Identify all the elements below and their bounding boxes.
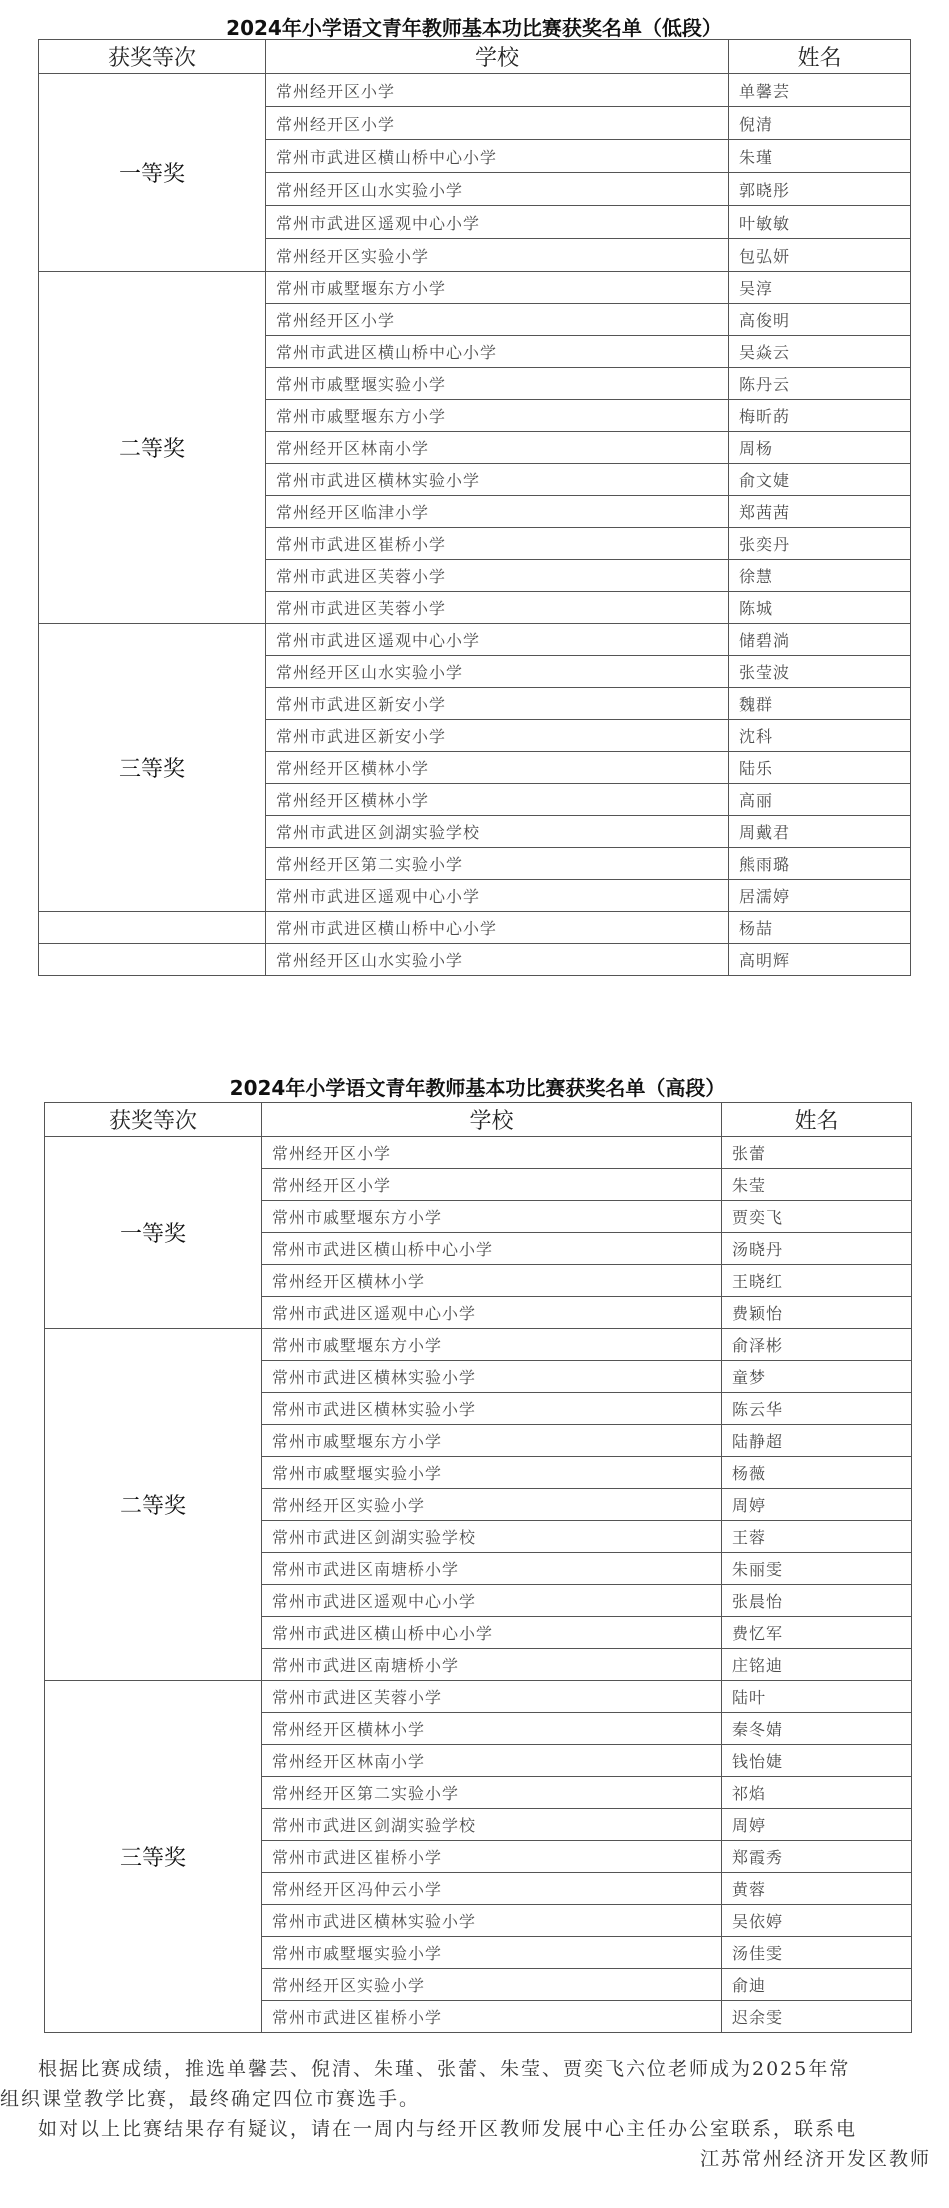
teacher-name-cell: 陆叶 bbox=[722, 1681, 912, 1713]
school-cell: 常州经开区横林小学 bbox=[262, 1713, 722, 1745]
school-cell: 常州市武进区横山桥中心小学 bbox=[266, 140, 729, 173]
school-cell: 常州市武进区遥观中心小学 bbox=[266, 880, 729, 912]
header-row bbox=[45, 1103, 912, 1137]
table-row bbox=[45, 1137, 912, 1169]
teacher-name-cell: 单馨芸 bbox=[729, 74, 911, 107]
school-cell: 常州市武进区崔桥小学 bbox=[266, 528, 729, 560]
title-high: 2024年小学语文青年教师基本功比赛获奖名单（高段） bbox=[229, 1076, 726, 1100]
teacher-name-cell: 陈云华 bbox=[722, 1393, 912, 1425]
teacher-name-cell: 钱怡婕 bbox=[722, 1745, 912, 1777]
school-cell: 常州经开区小学 bbox=[266, 74, 729, 107]
school-cell: 常州经开区冯仲云小学 bbox=[262, 1873, 722, 1905]
teacher-name-cell: 陈丹云 bbox=[729, 368, 911, 400]
school-cell: 常州市戚墅堰东方小学 bbox=[262, 1425, 722, 1457]
school-cell: 常州市戚墅堰东方小学 bbox=[262, 1329, 722, 1361]
school-cell: 常州市武进区剑湖实验学校 bbox=[262, 1809, 722, 1841]
teacher-name-cell: 吴依婷 bbox=[722, 1905, 912, 1937]
school-cell: 常州市武进区横林实验小学 bbox=[266, 464, 729, 496]
teacher-name-cell: 张奕丹 bbox=[729, 528, 911, 560]
teacher-name-cell: 熊雨璐 bbox=[729, 848, 911, 880]
school-cell: 常州市武进区新安小学 bbox=[266, 688, 729, 720]
school-cell: 常州市武进区南塘桥小学 bbox=[262, 1649, 722, 1681]
school-cell: 常州经开区林南小学 bbox=[266, 432, 729, 464]
teacher-name-cell: 张蕾 bbox=[722, 1137, 912, 1169]
header-school: 学校 bbox=[266, 40, 729, 74]
table-row bbox=[39, 912, 911, 944]
school-cell: 常州市武进区横林实验小学 bbox=[262, 1905, 722, 1937]
notes bbox=[0, 2054, 949, 2174]
school-cell: 常州市武进区遥观中心小学 bbox=[266, 206, 729, 239]
school-cell: 常州市武进区横林实验小学 bbox=[262, 1361, 722, 1393]
teacher-name-cell: 高明辉 bbox=[729, 944, 911, 976]
teacher-name-cell: 郭晓彤 bbox=[729, 173, 911, 206]
teacher-name-cell: 俞泽彬 bbox=[722, 1329, 912, 1361]
teacher-name-cell: 陆乐 bbox=[729, 752, 911, 784]
school-cell: 常州经开区横林小学 bbox=[262, 1265, 722, 1297]
award-level bbox=[39, 944, 266, 976]
school-cell: 常州市武进区芙蓉小学 bbox=[266, 592, 729, 624]
header-level: 获奖等次 bbox=[45, 1103, 262, 1137]
school-cell: 常州经开区临津小学 bbox=[266, 496, 729, 528]
school-cell: 常州市武进区剑湖实验学校 bbox=[262, 1521, 722, 1553]
award-level: 一等奖 bbox=[45, 1137, 262, 1329]
teacher-name-cell: 周婷 bbox=[722, 1489, 912, 1521]
school-cell: 常州经开区山水实验小学 bbox=[266, 944, 729, 976]
note-line: 组织课堂教学比赛，最终确定四位市赛选手。 bbox=[0, 2088, 421, 2110]
teacher-name-cell: 高俊明 bbox=[729, 304, 911, 336]
school-cell: 常州市武进区遥观中心小学 bbox=[266, 624, 729, 656]
table-row bbox=[45, 1329, 912, 1361]
teacher-name-cell: 杨喆 bbox=[729, 912, 911, 944]
school-cell: 常州市戚墅堰实验小学 bbox=[262, 1457, 722, 1489]
school-cell: 常州市武进区芙蓉小学 bbox=[266, 560, 729, 592]
school-cell: 常州市武进区遥观中心小学 bbox=[262, 1585, 722, 1617]
school-cell: 常州市武进区芙蓉小学 bbox=[262, 1681, 722, 1713]
teacher-name-cell: 魏群 bbox=[729, 688, 911, 720]
table-row bbox=[39, 74, 911, 107]
school-cell: 常州市武进区崔桥小学 bbox=[262, 2001, 722, 2033]
teacher-name-cell: 黄蓉 bbox=[722, 1873, 912, 1905]
teacher-name-cell: 徐慧 bbox=[729, 560, 911, 592]
teacher-name-cell: 秦冬婧 bbox=[722, 1713, 912, 1745]
table-row bbox=[39, 624, 911, 656]
header-level: 获奖等次 bbox=[39, 40, 266, 74]
teacher-name-cell: 费忆军 bbox=[722, 1617, 912, 1649]
teacher-name-cell: 朱丽雯 bbox=[722, 1553, 912, 1585]
teacher-name-cell: 叶敏敏 bbox=[729, 206, 911, 239]
table-row bbox=[39, 944, 911, 976]
school-cell: 常州经开区第二实验小学 bbox=[266, 848, 729, 880]
teacher-name-cell: 周婷 bbox=[722, 1809, 912, 1841]
school-cell: 常州市戚墅堰东方小学 bbox=[266, 400, 729, 432]
teacher-name-cell: 俞文婕 bbox=[729, 464, 911, 496]
note-line: 如对以上比赛结果存有疑议，请在一周内与经开区教师发展中心主任办公室联系，联系电 bbox=[38, 2118, 858, 2140]
note-line: 江苏常州经济开发区教师 bbox=[700, 2148, 932, 2170]
school-cell: 常州市戚墅堰东方小学 bbox=[266, 272, 729, 304]
school-cell: 常州市武进区横林实验小学 bbox=[262, 1393, 722, 1425]
table-row bbox=[45, 1681, 912, 1713]
school-cell: 常州经开区横林小学 bbox=[266, 784, 729, 816]
school-cell: 常州经开区实验小学 bbox=[266, 239, 729, 272]
header-name: 姓名 bbox=[722, 1103, 912, 1137]
award-table-high bbox=[44, 1102, 912, 2033]
school-cell: 常州经开区小学 bbox=[266, 304, 729, 336]
teacher-name-cell: 周杨 bbox=[729, 432, 911, 464]
teacher-name-cell: 童梦 bbox=[722, 1361, 912, 1393]
school-cell: 常州经开区横林小学 bbox=[266, 752, 729, 784]
school-cell: 常州市戚墅堰东方小学 bbox=[262, 1201, 722, 1233]
teacher-name-cell: 俞迪 bbox=[722, 1969, 912, 2001]
award-level: 二等奖 bbox=[39, 272, 266, 624]
school-cell: 常州经开区小学 bbox=[262, 1169, 722, 1201]
teacher-name-cell: 庄铭迪 bbox=[722, 1649, 912, 1681]
teacher-name-cell: 高丽 bbox=[729, 784, 911, 816]
header-name: 姓名 bbox=[729, 40, 911, 74]
school-cell: 常州市武进区剑湖实验学校 bbox=[266, 816, 729, 848]
school-cell: 常州市武进区崔桥小学 bbox=[262, 1841, 722, 1873]
school-cell: 常州市武进区横山桥中心小学 bbox=[262, 1233, 722, 1265]
header-school: 学校 bbox=[262, 1103, 722, 1137]
school-cell: 常州经开区小学 bbox=[266, 107, 729, 140]
header-row bbox=[39, 40, 911, 74]
teacher-name-cell: 郑霞秀 bbox=[722, 1841, 912, 1873]
teacher-name-cell: 周戴君 bbox=[729, 816, 911, 848]
teacher-name-cell: 沈科 bbox=[729, 720, 911, 752]
school-cell: 常州市戚墅堰实验小学 bbox=[266, 368, 729, 400]
teacher-name-cell: 汤佳雯 bbox=[722, 1937, 912, 1969]
award-level: 三等奖 bbox=[39, 624, 266, 912]
award-level: 一等奖 bbox=[39, 74, 266, 272]
school-cell: 常州经开区实验小学 bbox=[262, 1489, 722, 1521]
school-cell: 常州市戚墅堰实验小学 bbox=[262, 1937, 722, 1969]
school-cell: 常州市武进区新安小学 bbox=[266, 720, 729, 752]
school-cell: 常州经开区山水实验小学 bbox=[266, 656, 729, 688]
school-cell: 常州市武进区横山桥中心小学 bbox=[266, 912, 729, 944]
teacher-name-cell: 杨薇 bbox=[722, 1457, 912, 1489]
school-cell: 常州经开区第二实验小学 bbox=[262, 1777, 722, 1809]
school-cell: 常州经开区林南小学 bbox=[262, 1745, 722, 1777]
table-row bbox=[39, 272, 911, 304]
teacher-name-cell: 倪清 bbox=[729, 107, 911, 140]
teacher-name-cell: 祁焰 bbox=[722, 1777, 912, 1809]
teacher-name-cell: 费颖怡 bbox=[722, 1297, 912, 1329]
school-cell: 常州经开区小学 bbox=[262, 1137, 722, 1169]
teacher-name-cell: 郑茜茜 bbox=[729, 496, 911, 528]
teacher-name-cell: 吴淳 bbox=[729, 272, 911, 304]
school-cell: 常州市武进区南塘桥小学 bbox=[262, 1553, 722, 1585]
school-cell: 常州经开区实验小学 bbox=[262, 1969, 722, 2001]
teacher-name-cell: 王蓉 bbox=[722, 1521, 912, 1553]
teacher-name-cell: 迟余雯 bbox=[722, 2001, 912, 2033]
teacher-name-cell: 张晨怡 bbox=[722, 1585, 912, 1617]
note-line: 根据比赛成绩，推选单馨芸、倪清、朱瑾、张蕾、朱莹、贾奕飞六位老师成为2025年常 bbox=[38, 2058, 851, 2080]
teacher-name-cell: 朱瑾 bbox=[729, 140, 911, 173]
teacher-name-cell: 储碧淌 bbox=[729, 624, 911, 656]
award-table-low bbox=[38, 39, 911, 976]
teacher-name-cell: 陈城 bbox=[729, 592, 911, 624]
school-cell: 常州市武进区遥观中心小学 bbox=[262, 1297, 722, 1329]
teacher-name-cell: 汤晓丹 bbox=[722, 1233, 912, 1265]
title-low: 2024年小学语文青年教师基本功比赛获奖名单（低段） bbox=[226, 16, 722, 40]
teacher-name-cell: 陆静超 bbox=[722, 1425, 912, 1457]
teacher-name-cell: 朱莹 bbox=[722, 1169, 912, 1201]
teacher-name-cell: 居濡婷 bbox=[729, 880, 911, 912]
award-level bbox=[39, 912, 266, 944]
teacher-name-cell: 王晓红 bbox=[722, 1265, 912, 1297]
award-level: 二等奖 bbox=[45, 1329, 262, 1681]
school-cell: 常州市武进区横山桥中心小学 bbox=[266, 336, 729, 368]
teacher-name-cell: 贾奕飞 bbox=[722, 1201, 912, 1233]
teacher-name-cell: 梅昕菂 bbox=[729, 400, 911, 432]
award-level: 三等奖 bbox=[45, 1681, 262, 2033]
school-cell: 常州经开区山水实验小学 bbox=[266, 173, 729, 206]
teacher-name-cell: 包弘妍 bbox=[729, 239, 911, 272]
teacher-name-cell: 吴焱云 bbox=[729, 336, 911, 368]
teacher-name-cell: 张莹波 bbox=[729, 656, 911, 688]
school-cell: 常州市武进区横山桥中心小学 bbox=[262, 1617, 722, 1649]
